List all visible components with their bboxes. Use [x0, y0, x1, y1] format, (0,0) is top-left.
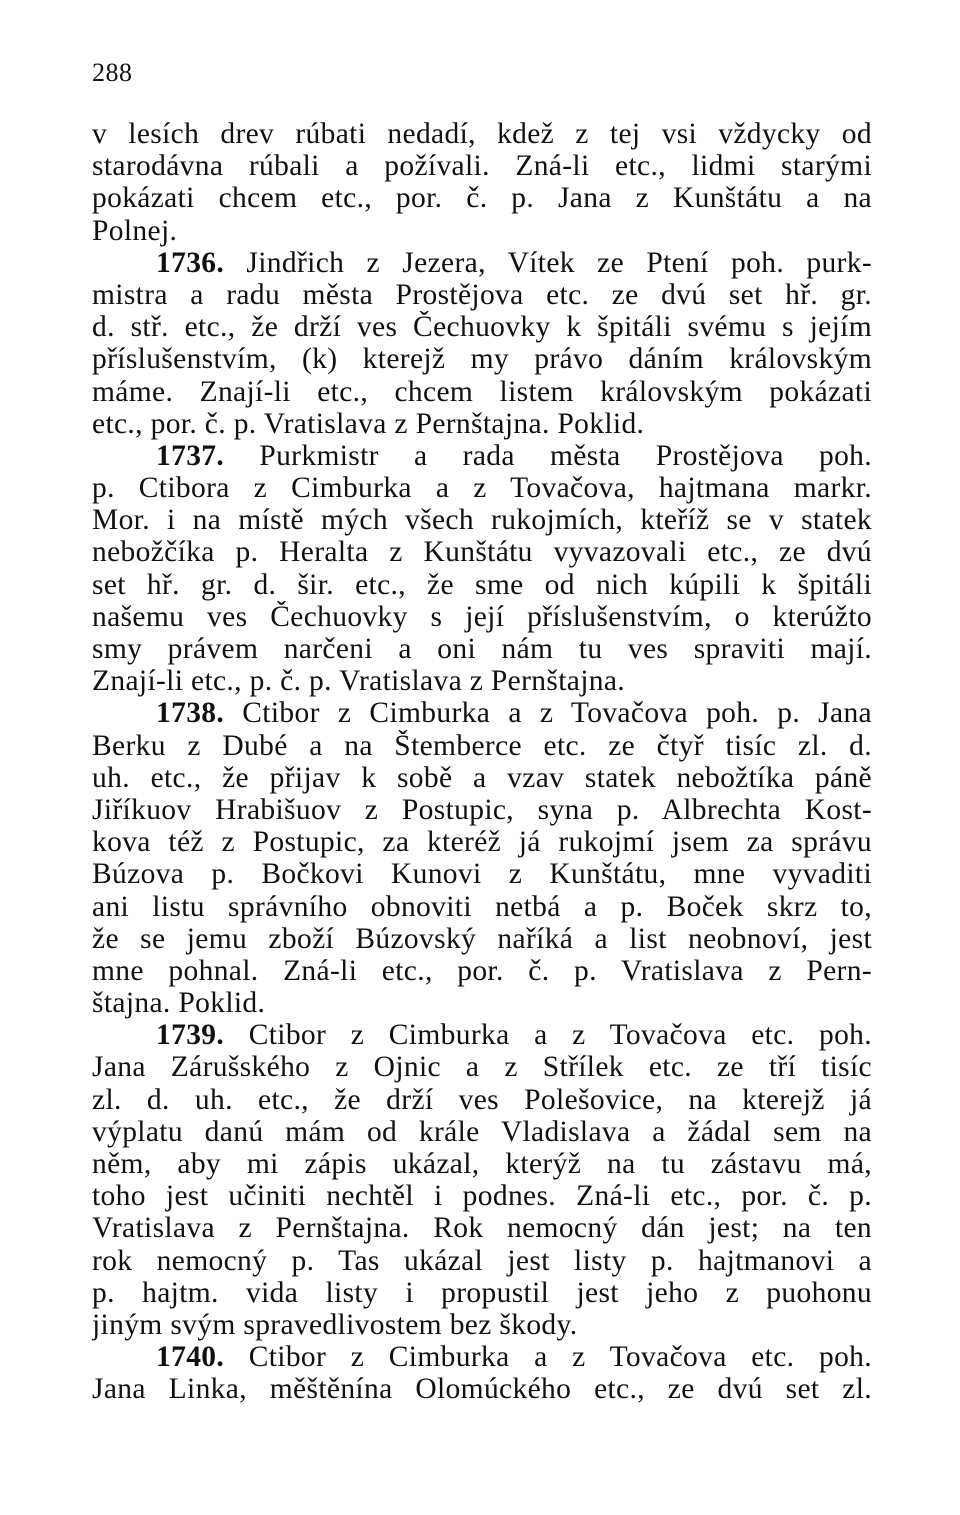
- line-text: Vratislava z Pernštajna. Rok nemocný dán jest; na ten: [92, 1212, 872, 1245]
- line-text: jiným svým spravedlivostem bez škody.: [92, 1308, 578, 1341]
- line-text: Znají-li etc., p. č. p. Vratislava z Pernštajna.: [92, 665, 626, 698]
- text-line: [92, 794, 872, 826]
- text-line: [92, 858, 872, 890]
- text-line: [92, 1373, 872, 1405]
- text-line: [92, 891, 872, 923]
- text-line: [92, 472, 872, 504]
- entry-number: 1740.: [156, 1341, 225, 1374]
- entry-number: 1738.: [156, 697, 225, 730]
- text-line: [92, 697, 872, 729]
- line-text: Jindřich z Jezera, Vítek ze Ptení poh. purk-: [224, 246, 872, 279]
- text-line: [92, 118, 872, 150]
- line-text: Purkmistr a rada města Prostějova poh.: [224, 439, 872, 472]
- line-text: Ctibor z Cimburka a z Tovačova poh. p. Jana: [224, 697, 872, 730]
- line-text: etc., por. č. p. Vratislava z Pernštajna. Poklid.: [92, 407, 645, 440]
- text-line: [92, 826, 872, 858]
- text-line: [92, 1341, 872, 1373]
- body-text: [92, 118, 872, 1406]
- line-text: štajna. Poklid.: [92, 987, 266, 1020]
- text-line: [92, 247, 872, 279]
- line-text: Jiříkuov Hrabišuov z Postupic, syna p. Albrechta Kost-: [92, 793, 872, 826]
- text-line: [92, 440, 872, 472]
- line-text: pokázati chcem etc., por. č. p. Jana z Kunštátu a na: [92, 182, 872, 215]
- text-line: [92, 987, 872, 1019]
- line-text: něm, aby mi zápis ukázal, kterýž na tu zástavu má,: [92, 1148, 872, 1180]
- text-line: [92, 311, 872, 343]
- text-line: [92, 1051, 872, 1083]
- line-text: máme. Znají-li etc., chcem listem královským pokázati: [92, 375, 872, 408]
- line-text: výplatu danú mám od krále Vladislava a žádal sem na: [92, 1115, 872, 1148]
- line-text: set hř. gr. d. šir. etc., že sme od nich kúpili k špitáli: [92, 568, 872, 601]
- line-text: Berku z Dubé a na Štemberce etc. ze čtyř tisíc zl. d.: [92, 729, 872, 762]
- entry-number: 1737.: [156, 439, 225, 472]
- line-text: že se jemu zboží Búzovský naříká a list neobnoví, jest: [92, 922, 872, 955]
- line-text: v lesích drev rúbati nedadí, kdež z tej vsi vždycky od: [92, 118, 872, 150]
- text-line: [92, 1212, 872, 1244]
- text-line: [92, 1277, 872, 1309]
- line-text: Jana Linka, měštěnína Olomúckého etc., ze dvú set zl.: [92, 1373, 872, 1406]
- line-text: rok nemocný p. Tas ukázal jest listy p. hajtmanovi a: [92, 1244, 872, 1277]
- line-text: Mor. i na místě mých všech rukojmích, kteříž se v statek: [92, 504, 872, 537]
- text-line: [92, 1309, 872, 1341]
- line-text: nebožčíka p. Heralta z Kunštátu vyvazovali etc., ze dvú: [92, 536, 872, 569]
- line-text: toho jest učiniti nechtěl i podnes. Zná-li etc., por. č. p.: [92, 1180, 872, 1213]
- line-text: zl. d. uh. etc., že drží ves Polešovice, na kterejž já: [92, 1083, 872, 1116]
- text-line: [92, 504, 872, 536]
- line-text: Ctibor z Cimburka a z Tovačova etc. poh.: [224, 1341, 872, 1374]
- text-line: [92, 408, 872, 440]
- text-line: [92, 536, 872, 568]
- text-line: [92, 1180, 872, 1212]
- text-line: [92, 730, 872, 762]
- line-text: p. Ctibora z Cimburka a z Tovačova, hajtmana markr.: [92, 472, 872, 505]
- text-line: [92, 376, 872, 408]
- line-text: p. hajtm. vida listy i propustil jest jeho z puohonu: [92, 1276, 872, 1309]
- line-text: uh. etc., že přijav k sobě a vzav statek nebožtíka páně: [92, 761, 872, 794]
- line-text: příslušenstvím, (k) kterejž my právo dáním královským: [92, 343, 872, 376]
- text-line: [92, 601, 872, 633]
- text-line: [92, 343, 872, 375]
- text-line: [92, 150, 872, 182]
- line-text: Búzova p. Bočkovi Kunovi z Kunštátu, mne vyvaditi: [92, 858, 872, 891]
- text-line: [92, 279, 872, 311]
- page-number: 288: [92, 58, 133, 87]
- text-line: [92, 633, 872, 665]
- text-line: [92, 215, 872, 247]
- line-text: Polnej.: [92, 214, 178, 247]
- line-text: Ctibor z Cimburka a z Tovačova etc. poh.: [224, 1019, 872, 1052]
- line-text: mne pohnal. Zná-li etc., por. č. p. Vratislava z Pern-: [92, 954, 872, 987]
- text-line: [92, 569, 872, 601]
- text-line: [92, 1084, 872, 1116]
- text-line: [92, 665, 872, 697]
- text-line: [92, 923, 872, 955]
- text-line: [92, 182, 872, 214]
- text-line: [92, 762, 872, 794]
- line-text: starodávna rúbali a požívali. Zná-li etc., lidmi starými: [92, 150, 872, 183]
- line-text: smy právem narčeni a oni nám tu ves spraviti mají.: [92, 633, 872, 665]
- line-text: kova též z Postupic, za kteréž já rukojmí jsem za správu: [92, 826, 872, 859]
- line-text: Jana Zárušského z Ojnic a z Střílek etc. ze tří tisíc: [92, 1051, 872, 1084]
- line-text: d. stř. etc., že drží ves Čechuovky k špitáli svému s jejím: [92, 311, 872, 344]
- line-text: mistra a radu města Prostějova etc. ze dvú set hř. gr.: [92, 278, 872, 311]
- line-text: našemu ves Čechuovky s její příslušenstvím, o kterúžto: [92, 600, 872, 633]
- text-line: [92, 1245, 872, 1277]
- entry-number: 1739.: [156, 1019, 225, 1052]
- text-line: [92, 1116, 872, 1148]
- text-line: [92, 1148, 872, 1180]
- text-line: [92, 955, 872, 987]
- line-text: ani listu správního obnoviti netbá a p. Boček skrz to,: [92, 890, 872, 923]
- text-line: [92, 1019, 872, 1051]
- entry-number: 1736.: [156, 246, 225, 279]
